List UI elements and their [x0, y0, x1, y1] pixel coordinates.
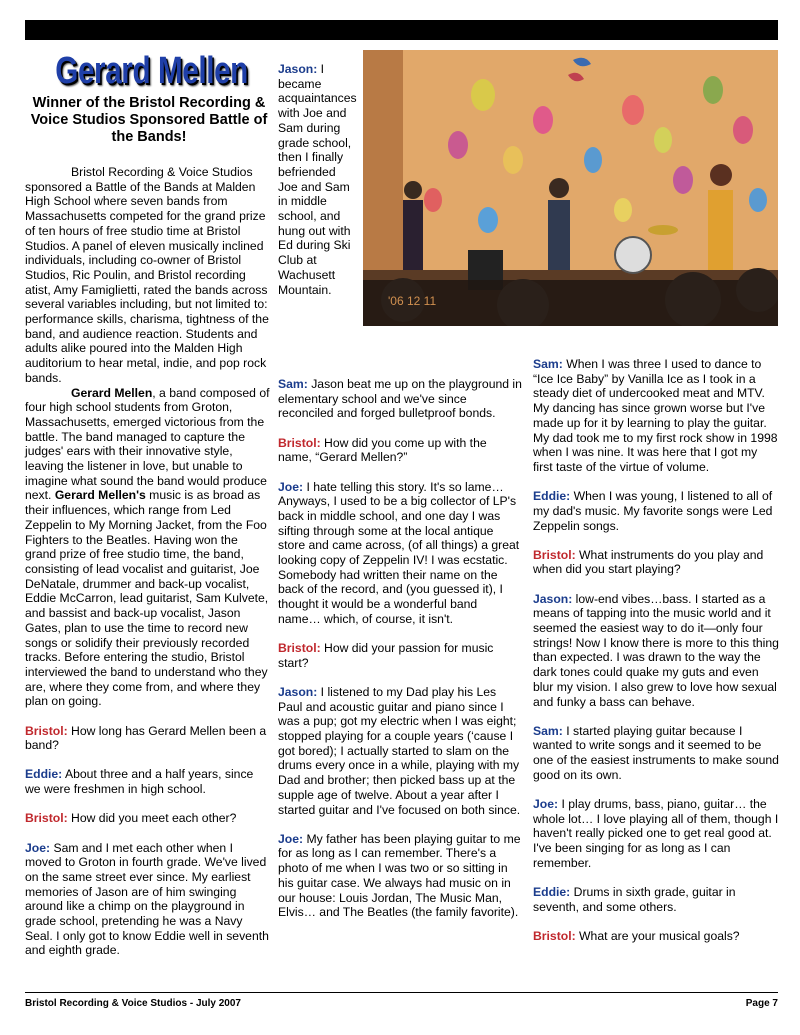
interview-entry: Eddie: About three and a half years, since we were freshmen in high school.: [25, 767, 254, 797]
page-number: Page 7: [745, 998, 778, 1009]
intro-paragraph-1: Bristol Recording & Voice Studios sponsored a Battle of the Bands at Malden High School where seven bands from Massachusetts competed for the grand prize of ten hours of free studio time at Bristol Studios. A panel of eleven musically inclined individuals, including co-owner of Bristol Studios, Ric Poulin, and Bristol recording atist, Amy Famiglietti, rated the bands across several variables including, but not limited to: performance skills, charisma, tightness of the band, and audience reaction. Students and adults alike poured into the Malden High auditorium to hear metal, indie, and pop rock bands.: [25, 165, 269, 385]
column-1: [25, 165, 271, 958]
column-2-narrow: [278, 62, 358, 297]
interview-entry: Jason: I became acquaintances with Joe and Sam during grade school, then I finally befriended Joe and Sam in middle school, and hung out with Ed during Ski Club at Wachusett Mountain.: [278, 62, 357, 297]
article-subtitle: Winner of the Bristol Recording & Voice Studios Sponsored Battle of the Bands!: [30, 95, 268, 145]
interview-entry: Joe: I play drums, bass, piano, guitar… the whole lot… I love playing all of them, though I haven't really picked one to get real good at. I've been singing for as long as I can remember.: [533, 797, 779, 870]
interview-entry: Bristol: What instruments do you play and when did you start playing?: [533, 547, 764, 577]
interview-entry: Bristol: How did you meet each other?: [25, 811, 237, 826]
interview-entry: Bristol: How long has Gerard Mellen been a band?: [25, 723, 267, 753]
footer-divider: [25, 992, 778, 993]
photo-date-stamp: '06 12 11: [388, 294, 437, 308]
interview-entry: Joe: I hate telling this story. It's so lame…Anyways, I used to be a big collector of LP's back in middle school, and one day I was sifting through some at the local antique store and came across, (of all things) a great looking copy of Zeppelin IV! I was ecstatic. Somebody had written their name on the back of the record, and (you guessed it), I thought it would be a wonderful band name… which, of course, it isn't.: [278, 479, 520, 626]
interview-entry: Joe: My father has been playing guitar to me for as long as I can remember. There's a photo of me when I was two or so sitting in his guitar case. We always had music on in our house: Louis Jordan, The Music Man, Elvis… and The Beatles (the family favorite).: [278, 831, 521, 920]
article-title: Gerard Mellen: [55, 50, 248, 92]
interview-entry: Bristol: How did your passion for music start?: [278, 641, 494, 670]
concert-photo-illustration: [363, 50, 778, 326]
interview-entry: Sam: When I was three I used to dance to “Ice Ice Baby” by Vanilla Ice as I took in a steady diet of undercooked meat and MTV. My dancing has since grown worse but I've made up for it by learning to play the guitar. My dad took me to my first rock show in 1998 when I was nine. It was here that I got my first taste of the virtue of volume.: [533, 357, 778, 474]
interview-entry: Bristol: How did you come up with the name, “Gerard Mellen?”: [278, 435, 487, 465]
interview-entry: Eddie: When I was young, I listened to all of my dad's music. My favorite songs were Led Zeppelin songs.: [533, 489, 773, 533]
band-name-possessive: Gerard Mellen's: [54, 488, 146, 503]
column-3: [533, 357, 780, 944]
footer-publication: Bristol Recording & Voice Studios - July 2007: [25, 998, 241, 1009]
interview-entry: Jason: I listened to my Dad play his Les Paul and acoustic guitar and piano since I was a pup; got my electric when I was eight; stopped playing for a couple years (‘cause I got bored); I actually started to slam on the drums every once in a while, playing with my Dad and brother; then picked bass up at the supple age of twelve. About a year after I started guitar and I've focused on both since.: [278, 684, 521, 817]
header-bar: [25, 20, 778, 40]
interview-entry: Eddie: Drums in sixth grade, guitar in seventh, and some others.: [533, 885, 736, 914]
interview-entry: Bristol: What are your musical goals?: [533, 929, 740, 943]
intro-paragraph-2: Gerard Mellen, a band composed of four high school students from Groton, Massachusetts, emerged victorious from the battle. The band managed to capture the judges' ears with their innovative style, leaving the listener in love, but unable to imagine what sound the band would produce next. Gerard Mellen's music is as broad as their influences, which range from Led Zeppelin to My Morning Jacket, from the Foo Fighters to the Beatles. Having won the grand prize of free studio time, the band, consisting of lead vocalist and guitarist, Joe DeNatale, drummer and back-up vocalist, Eddie McCarron, lead guitarist, Sam Kulvete, and bassist and back-up vocalist, Jason Gates, plan to use the time to record new songs or solidify their previously recorded tracks. Before entering the studio, Bristol interviewed the band to understand who they are, where they come from, and where they plan on going.: [25, 385, 270, 709]
interview-entry: Joe: Sam and I met each other when I moved to Groton in fourth grade. We've lived on the same street ever since. My earliest memories of Jason are of him swinging around like a chimp on the playground in grade school, pretending he was a Navy Seal. I only got to know Eddie well in seventh and eighth grade.: [25, 840, 269, 958]
interview-entry: Sam: I started playing guitar because I wanted to write songs and it seemed to be one of the easiest instruments to make sound good on its own.: [533, 723, 779, 782]
interview-entry: Jason: low-end vibes…bass. I started as a means of tapping into the music world and it seemed the easiest way to do it—only four strings! Now I know there is more to this thing than expected. I was drawn to the way the dark tones could quake my guts and even blur my vision. I also grew to love how sexual and funky a bass can behave.: [533, 591, 779, 709]
band-photo: [363, 50, 778, 326]
column-2: [278, 377, 522, 920]
interview-entry: Sam: Jason beat me up on the playground in elementary school and we've since reconciled and forged bulletproof bonds.: [278, 377, 522, 421]
band-name: Gerard Mellen: [71, 385, 153, 400]
